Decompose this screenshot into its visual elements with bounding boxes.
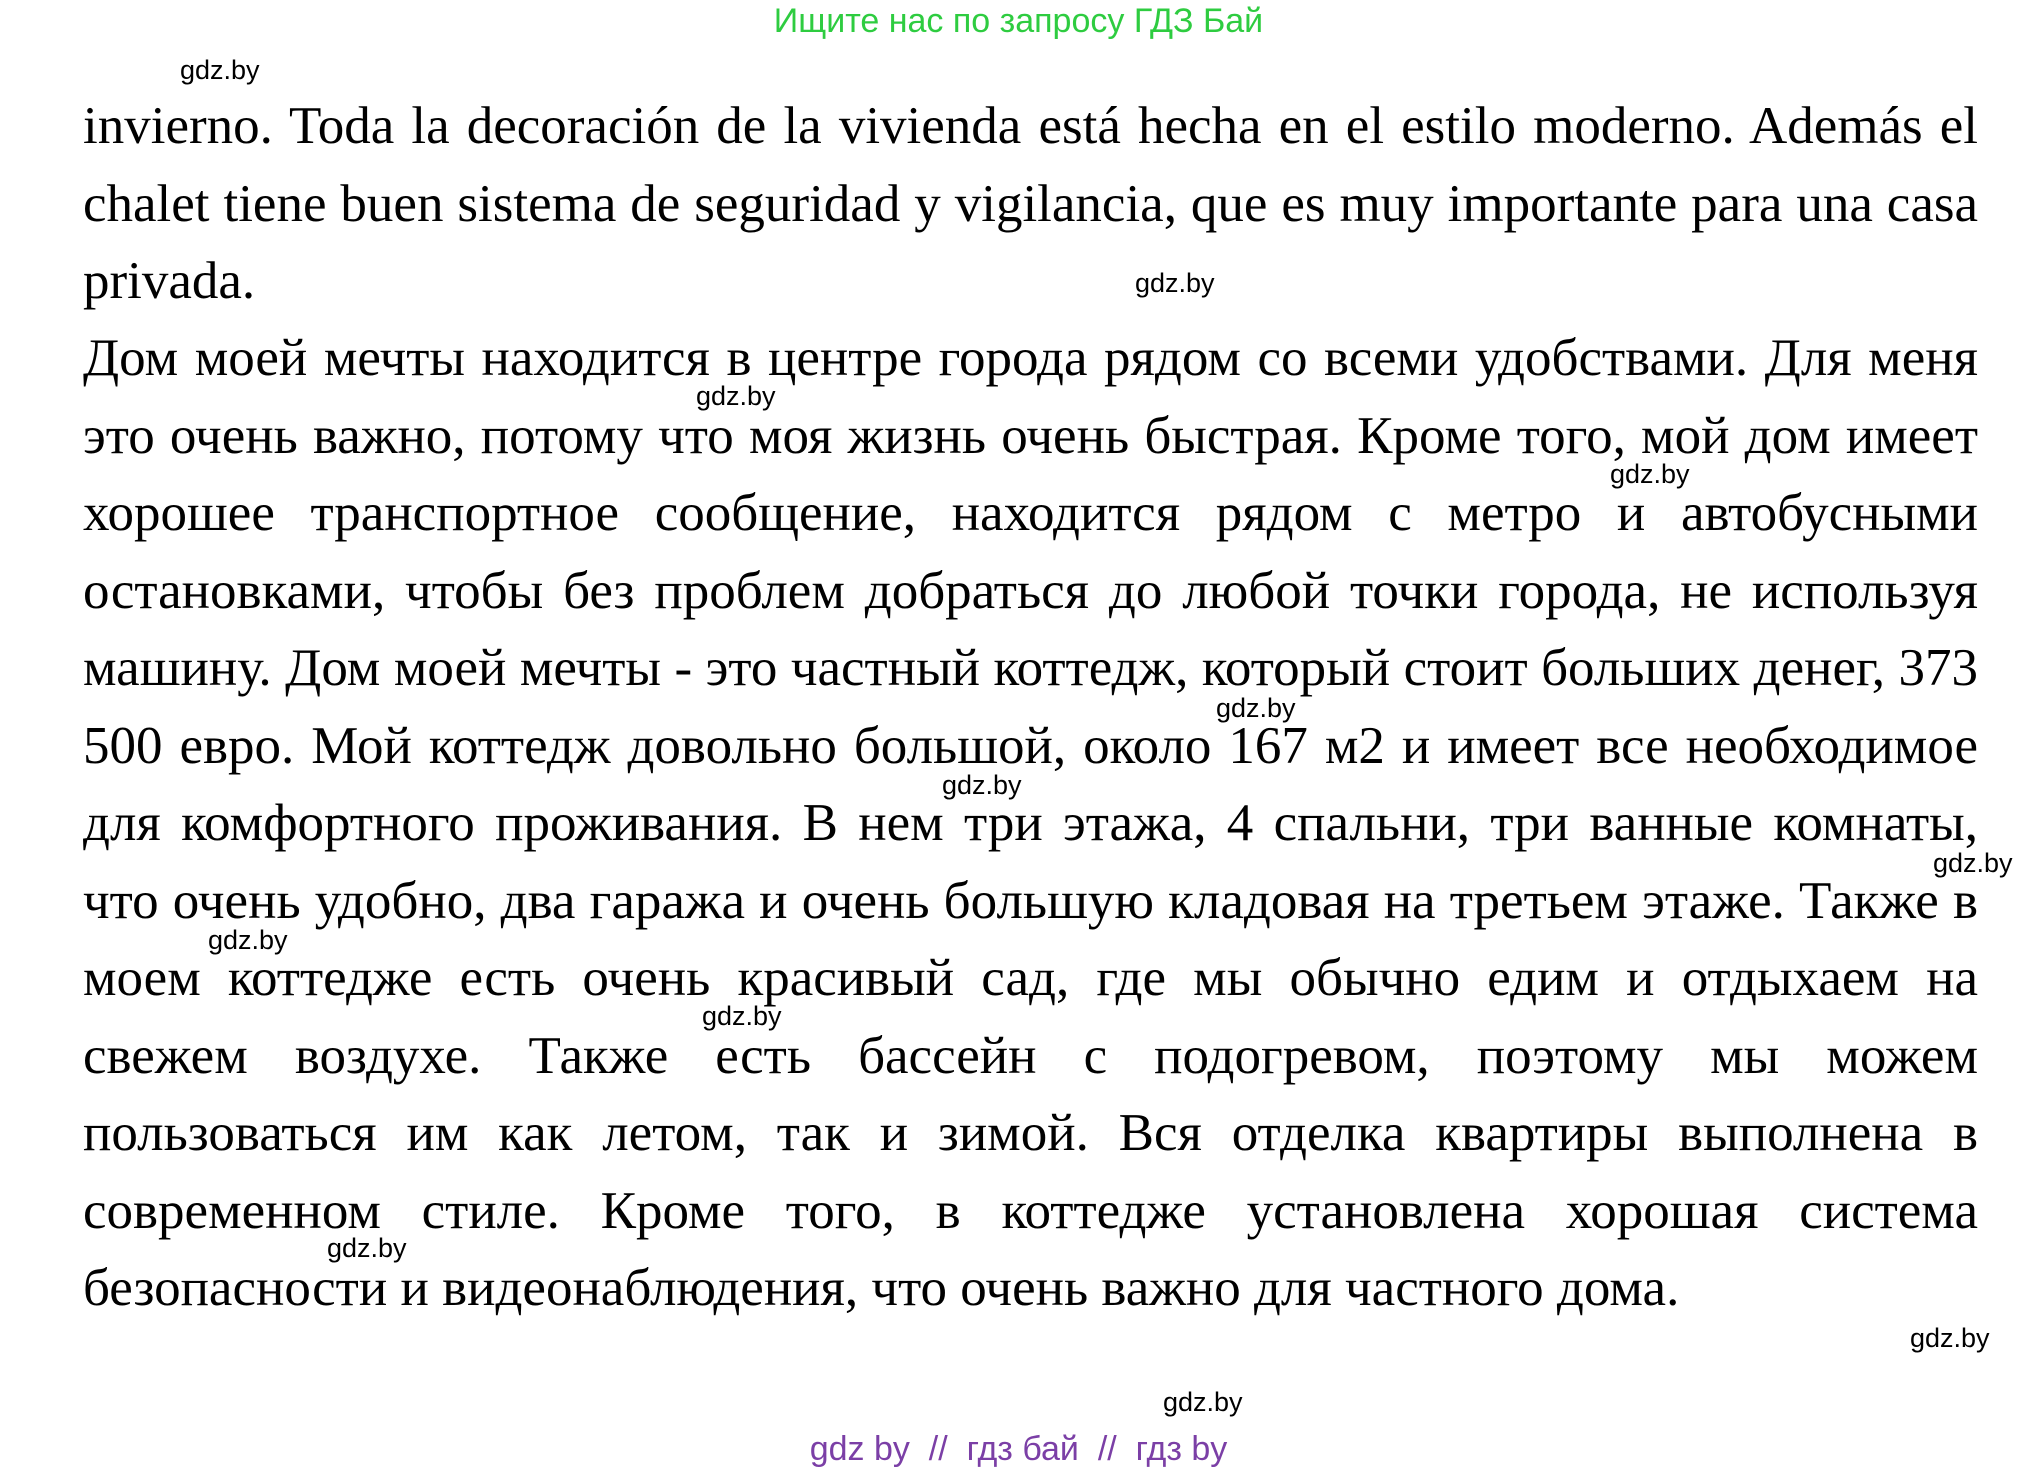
watermark: gdz.by — [1933, 848, 2013, 878]
watermark: gdz.by — [180, 55, 260, 85]
spanish-paragraph: invierno. Toda la decoración de la vivienda está hecha en el estilo moderno. Además el chalet tiene buen sistema de seguridad y vigilancia, que es muy importante para una casa privada. — [83, 97, 1978, 310]
top-banner: Ищите нас по запросу ГДЗ Бай — [773, 2, 1264, 40]
watermark: gdz.by — [327, 1233, 407, 1263]
russian-paragraph: Дом моей мечты находится в центре города рядом со всеми удобствами. Для меня это очень важно, потому что моя жизнь очень быстрая. Кроме того, мой дом имеет хорошее транспортное сообщение, находится рядом с метро и автобусными остановками, чтобы без проблем добраться до любой точки города, не используя машину. Дом моей мечты - это частный коттедж, который стоит больших денег, 373 500 евро. Мой коттедж довольно большой, около 167 м2 и имеет все необходимое для комфортного проживания. В нем три этажа, 4 спальни, три ванные комнаты, что очень удобно, два гаража и очень большую кладовая на третьем этаже. Также в моем коттедже есть очень красивый сад, где мы обычно едим и отдыхаем на свежем воздухе. Также есть бассейн с подогревом, поэтому мы можем пользоваться им как летом, так и зимой. Вся отделка квартиры выполнена в современном стиле. Кроме того, в коттедже установлена хорошая система безопасности и видеонаблюдения, что очень важно для частного дома. — [83, 329, 1978, 1317]
watermark: gdz.by — [942, 770, 1022, 800]
watermark: gdz.by — [1135, 268, 1215, 298]
watermark: gdz.by — [1163, 1387, 1243, 1417]
watermark: gdz.by — [702, 1001, 782, 1031]
watermark: gdz.by — [208, 925, 288, 955]
watermark: gdz.by — [1216, 693, 1296, 723]
watermark: gdz.by — [696, 381, 776, 411]
watermark: gdz.by — [1610, 459, 1690, 489]
watermark: gdz.by — [1910, 1323, 1990, 1353]
bottom-footer: gdz by // гдз бай // гдз by — [809, 1430, 1228, 1468]
